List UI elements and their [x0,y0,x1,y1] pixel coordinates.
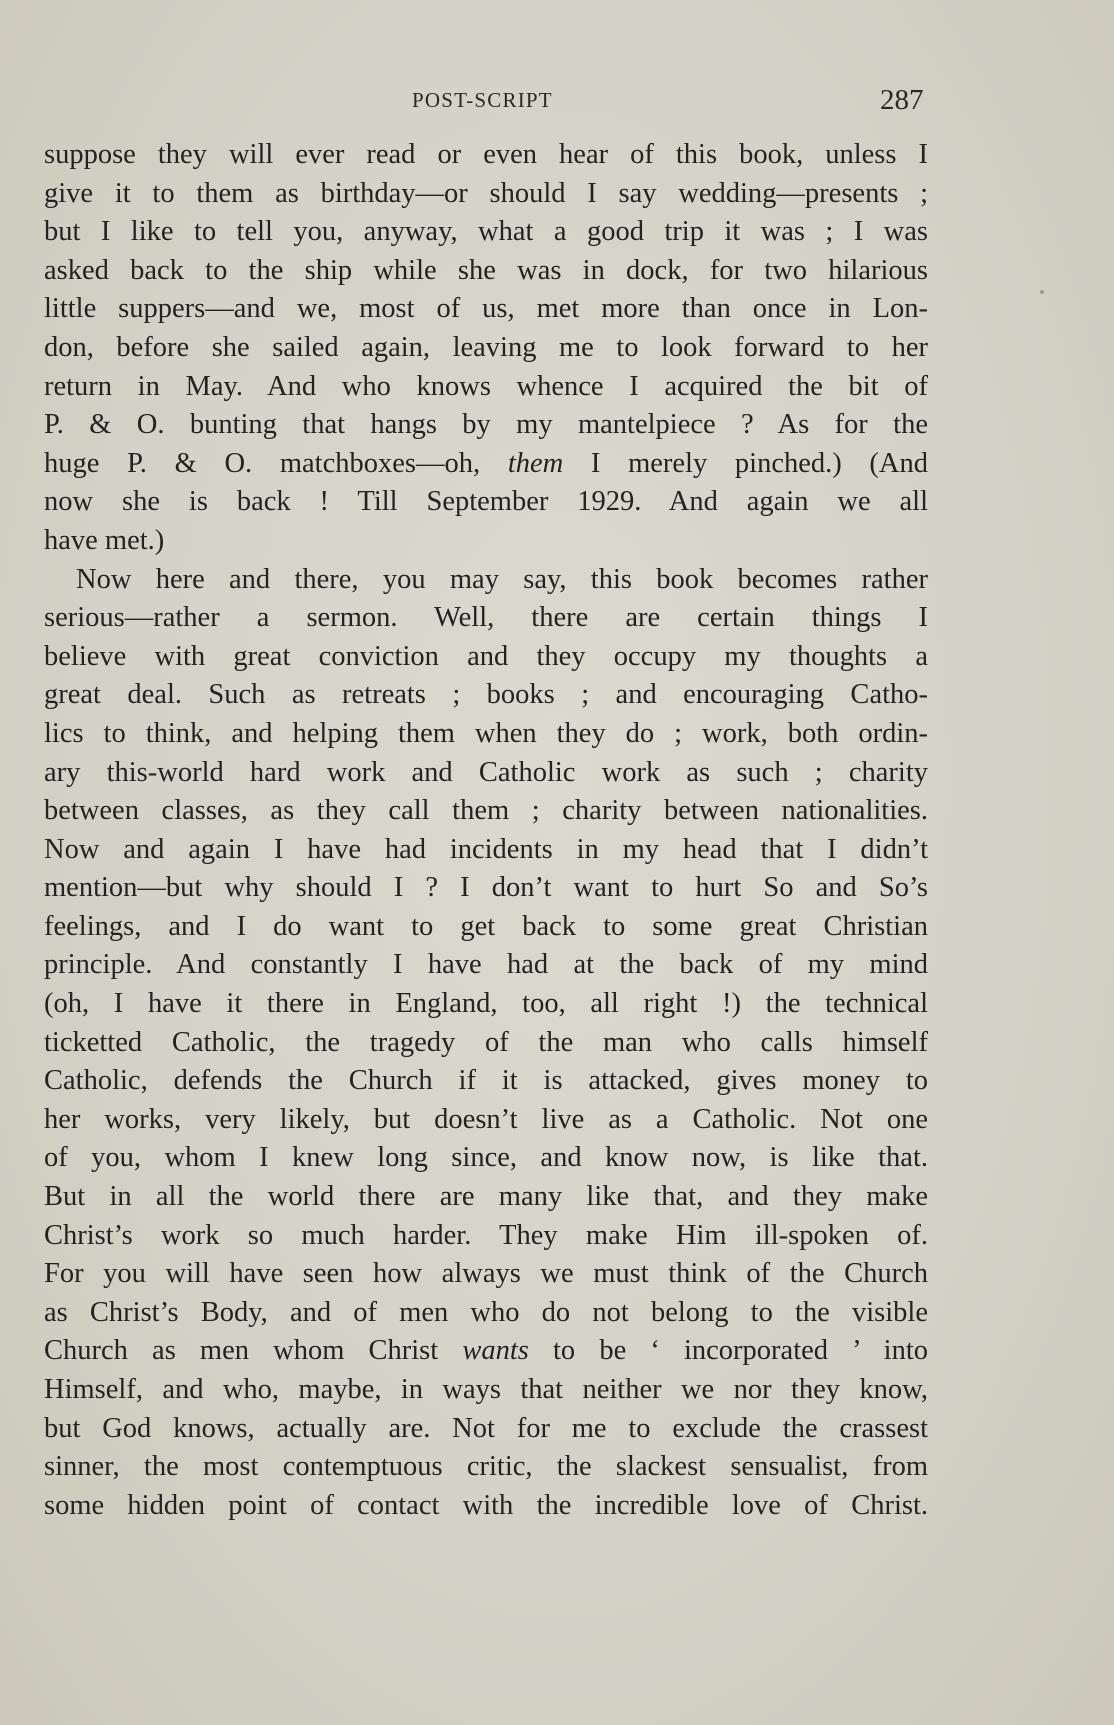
running-title: POST-SCRIPT [412,88,553,112]
text-run: huge P. & O. matchboxes—oh, [44,447,508,479]
text-line: of you, whom I knew long since, and know now, is like that. [44,1142,928,1174]
italic-word: them [507,447,564,479]
text-line: believe with great conviction and they occupy my thoughts a [44,640,928,672]
page-number: 287 [880,84,924,116]
text-line: P. & O. bunting that hangs by my mantelpiece ? As for the [44,409,928,441]
italic-word: wants [462,1335,529,1367]
text-line: But in all the world there are many like that, and they make [44,1181,928,1213]
text-line: give it to them as birthday—or should I say wedding—presents ; [44,177,928,209]
text-line: return in May. And who knows whence I acquired the bit of [44,370,928,402]
text-line: don, before she sailed again, leaving me to look forward to her [44,331,928,363]
text-line: little suppers—and we, most of us, met more than once in Lon- [44,293,928,325]
text-line: Catholic, defends the Church if it is attacked, gives money to [44,1065,928,1097]
text-line [44,1332,928,1371]
text-run: I merely pinched.) (And [563,447,928,479]
text-run: to be ‘ incorporated ’ into [528,1335,928,1367]
text-line: but God knows, actually are. Not for me to exclude the crassest [44,1412,928,1444]
text-line: now she is back ! Till September 1929. And again we all [44,486,928,518]
body-text [44,136,928,1525]
text-line: her works, very likely, but doesn’t live as a Catholic. Not one [44,1103,928,1135]
text-line: feelings, and I do want to get back to some great Christian [44,910,928,942]
text-line: principle. And constantly I have had at the back of my mind [44,949,928,981]
text-line: (oh, I have it there in England, too, all right !) the technical [44,988,928,1020]
text-run: Church as men whom Christ [44,1335,463,1367]
text-line: as Christ’s Body, and of men who do not belong to the visible [44,1296,928,1328]
text-line: ary this-world hard work and Catholic work as such ; charity [44,756,928,788]
text-line: suppose they will ever read or even hear of this book, unless I [44,139,928,170]
text-line: lics to think, and helping them when they do ; work, both ordin- [44,717,928,749]
text-line: Christ’s work so much harder. They make Him ill-spoken of. [44,1219,928,1251]
text-line: Now and again I have had incidents in my head that I didn’t [44,833,928,865]
paper-speck [1040,290,1044,294]
text-line: asked back to the ship while she was in dock, for two hilarious [44,254,928,286]
text-line: For you will have seen how always we must think of the Church [44,1258,928,1290]
text-line: serious—rather a sermon. Well, there are certain things I [44,602,928,634]
paragraph-end-line: have met.) [44,524,165,556]
text-line [44,445,928,484]
text-line: some hidden point of contact with the incredible love of Christ. [44,1489,928,1521]
running-head [0,84,1114,124]
text-line: between classes, as they call them ; charity between nationalities. [44,795,928,827]
text-line: great deal. Such as retreats ; books ; and encouraging Catho- [44,679,928,711]
text-line: mention—but why should I ? I don’t want to hurt So and So’s [44,872,928,904]
text-line: sinner, the most contemptuous critic, the slackest sensualist, from [44,1451,928,1483]
text-line: ticketted Catholic, the tragedy of the man who calls himself [44,1026,928,1058]
text-line: Himself, and who, maybe, in ways that neither we nor they know, [44,1374,928,1405]
text-line: but I like to tell you, anyway, what a good trip it was ; I was [44,216,928,248]
paragraph-first-line: Now here and there, you may say, this book becomes rather [76,563,928,595]
